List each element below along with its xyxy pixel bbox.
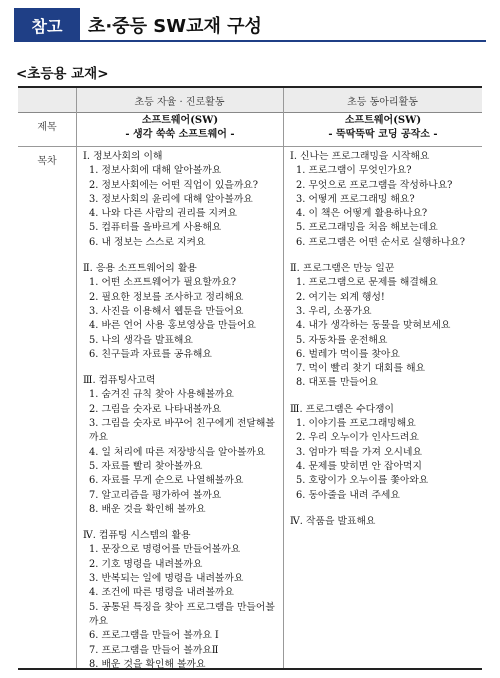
- section-spacer: [81, 362, 281, 374]
- contents-item: 1. 문장으로 명령어를 만들어볼까요: [89, 544, 241, 556]
- contents-item: 5. 공통된 특징을 찾아 프로그램을 만들어볼까요: [89, 601, 275, 627]
- reference-tag: 참고: [14, 8, 80, 42]
- row-divider: [18, 146, 482, 147]
- contents-column-1: [81, 150, 281, 672]
- contents-item: 4. 문제를 맞히면 안 잡아먹지: [296, 460, 422, 472]
- table-header-label-cell: [18, 88, 76, 113]
- section-subtitle: <초등용 교재>: [16, 66, 109, 82]
- contents-item: 5. 나의 생각을 발표해요: [89, 334, 193, 346]
- contents-item: 2. 기호 명령을 내려볼까요: [89, 558, 203, 570]
- section-heading: Ⅱ. 응용 소프트웨어의 활용: [83, 263, 197, 275]
- contents-item: 4. 이 책은 어떻게 활용하나요?: [296, 208, 428, 220]
- contents-item: 1. 정보사회에 대해 알아볼까요: [89, 165, 222, 177]
- contents-item: 7. 알고리즘을 평가하여 볼까요: [89, 489, 222, 501]
- book-title-2: [286, 114, 480, 142]
- contents-item: 6. 프로그램은 어떤 순서로 실행하나요?: [296, 236, 466, 248]
- contents-item: 3. 엄마가 떡을 가져 오시네요: [296, 446, 422, 458]
- contents-item: 3. 정보사회의 윤리에 대해 알아볼까요: [89, 193, 253, 205]
- row-label-title: 제목: [37, 122, 57, 133]
- contents-item: 1. 이야기를 프로그래밍해요: [296, 418, 416, 430]
- section-spacer: [81, 517, 281, 529]
- contents-item: 3. 우리, 소풍가요: [296, 305, 372, 317]
- contents-item: 8. 배운 것을 확인해 볼까요: [89, 503, 206, 515]
- header-underline: [80, 40, 486, 42]
- section-heading: Ⅰ. 신나는 프로그래밍을 시작해요: [290, 151, 430, 162]
- contents-item: 8. 배운 것을 확인해 볼까요: [89, 658, 206, 670]
- contents-item: 1. 프로그램이 무엇인가요?: [296, 165, 412, 177]
- section-heading: Ⅳ. 작품을 발표해요: [290, 515, 376, 527]
- section-spacer: [288, 391, 480, 403]
- page-header: [14, 8, 486, 42]
- contents-item: 2. 그림을 숫자로 나타내볼까요: [89, 403, 222, 415]
- contents-item: 6. 벌레가 먹이를 찾아요: [296, 348, 400, 360]
- section-heading: Ⅳ. 컴퓨팅 시스템의 활용: [83, 530, 191, 542]
- contents-item: 2. 무엇으로 프로그램을 작성하나요?: [296, 179, 453, 191]
- book-title-1: [80, 114, 280, 142]
- book-title-2-sub: - 뚝딱뚝딱 코딩 공작소 -: [328, 129, 438, 140]
- contents-item: 5. 프로그래밍을 처음 해보는데요: [296, 222, 438, 234]
- section-spacer: [288, 503, 480, 515]
- contents-column-2: [288, 150, 480, 529]
- section-heading: Ⅱ. 프로그램은 만능 일꾼: [290, 263, 395, 275]
- contents-item: 3. 반복되는 일에 명령을 내려볼까요: [89, 573, 244, 585]
- contents-item: 1. 프로그램으로 문제를 해결해요: [296, 277, 438, 289]
- contents-item: 6. 동아줄을 내려 주세요: [296, 489, 400, 501]
- contents-item: 4. 일 처리에 따른 저장방식을 알아볼까요: [89, 446, 266, 458]
- book-title-1-main: 소프트웨어(SW): [141, 115, 219, 126]
- curriculum-table: [18, 86, 482, 670]
- column-divider: [283, 88, 284, 668]
- book-title-1-sub: - 생각 쑥쑥 소프트웨어 -: [125, 129, 235, 140]
- section-spacer: [288, 250, 480, 262]
- contents-item: 4. 조건에 따른 명령을 내려볼까요: [89, 587, 234, 599]
- contents-item: 7. 프로그램을 만들어 볼까요Ⅱ: [89, 644, 219, 656]
- contents-item: 8. 대포를 만들어요: [296, 377, 378, 389]
- contents-item: 4. 내가 생각하는 동물을 맞혀보세요: [296, 320, 451, 332]
- contents-item: 7. 먹이 빨리 찾기 대회를 해요: [296, 363, 426, 375]
- contents-item: 4. 나와 다른 사람의 권리를 지켜요: [89, 208, 237, 220]
- contents-item: 3. 사진을 이용해서 웹툰을 만들어요: [89, 305, 244, 317]
- contents-item: 3. 그림을 숫자로 바꾸어 친구에게 전달해볼까요: [89, 418, 275, 444]
- column-divider: [76, 88, 77, 668]
- contents-item: 4. 바른 언어 사용 홍보영상을 만들어요: [89, 320, 256, 332]
- section-heading: Ⅲ. 프로그램은 수다쟁이: [290, 403, 394, 415]
- contents-item: 6. 내 정보는 스스로 지켜요: [89, 236, 206, 248]
- section-heading: Ⅰ. 정보사회의 이해: [83, 151, 163, 162]
- column-header-2: 초등 동아리활동: [283, 88, 482, 113]
- contents-item: 2. 우리 오누이가 인사드려요: [296, 432, 419, 444]
- contents-item: 1. 숨겨진 규칙 찾아 사용해볼까요: [89, 389, 234, 401]
- row-label-contents: 목차: [37, 156, 57, 167]
- contents-item: 6. 친구들과 자료를 공유해요: [89, 348, 212, 360]
- contents-item: 2. 정보사회에는 어떤 직업이 있을까요?: [89, 179, 259, 191]
- contents-item: 2. 필요한 정보를 조사하고 정리해요: [89, 291, 244, 303]
- contents-item: 6. 자료를 무게 순으로 나열해볼까요: [89, 475, 244, 487]
- contents-item: 5. 호랑이가 오누이를 쫓아와요: [296, 475, 429, 487]
- section-spacer: [81, 250, 281, 262]
- section-heading: Ⅲ. 컴퓨팅사고력: [83, 375, 156, 387]
- page-title: 초·중등 SW교재 구성: [88, 16, 262, 37]
- column-header-1: 초등 자율 · 진로활동: [76, 88, 283, 113]
- contents-item: 5. 자료를 빨리 찾아볼까요: [89, 460, 203, 472]
- contents-item: 1. 어떤 소프트웨어가 필요할까요?: [89, 277, 236, 289]
- contents-item: 5. 컴퓨터를 올바르게 사용해요: [89, 222, 222, 234]
- contents-item: 5. 자동차를 운전해요: [296, 334, 388, 346]
- contents-item: 3. 어떻게 프로그래밍 해요?: [296, 193, 415, 205]
- book-title-2-main: 소프트웨어(SW): [344, 115, 422, 126]
- contents-item: 6. 프로그램을 만들어 볼까요 Ⅰ: [89, 630, 219, 642]
- contents-item: 2. 여기는 외계 행성!: [296, 291, 385, 303]
